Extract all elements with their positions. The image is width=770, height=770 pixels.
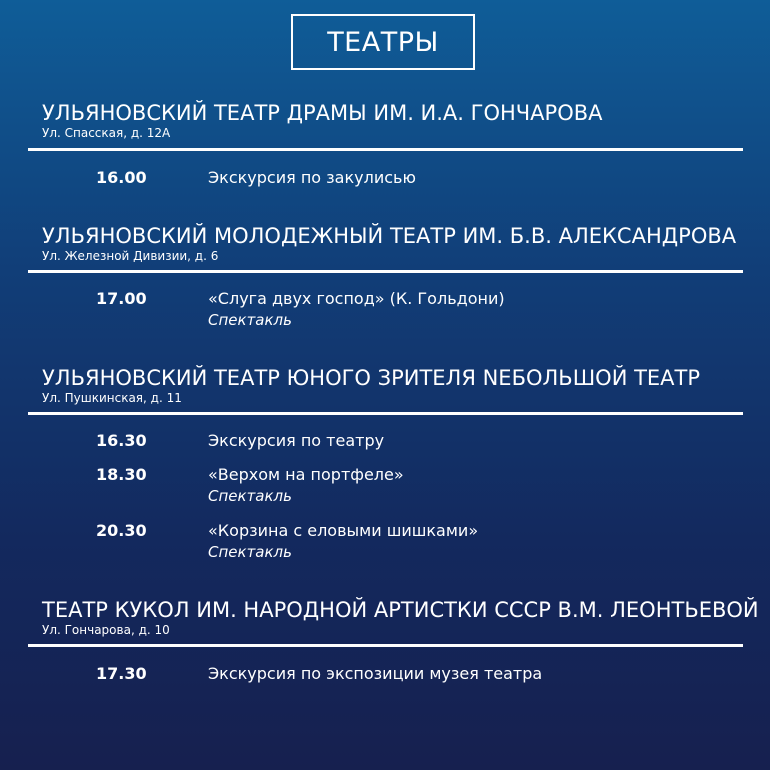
event-title: «Слуга двух господ» (К. Гольдони) xyxy=(208,289,505,308)
section-divider xyxy=(28,644,743,647)
theatre-address: Ул. Пушкинская, д. 11 xyxy=(42,391,182,405)
event-title: «Верхом на портфеле» xyxy=(208,465,404,484)
theatre-name: УЛЬЯНОВСКИЙ МОЛОДЕЖНЫЙ ТЕАТР ИМ. Б.В. АЛЕКСАНДРОВА xyxy=(42,224,737,248)
event-title: «Корзина с еловыми шишками» xyxy=(208,521,479,540)
event-time: 16.00 xyxy=(96,168,147,187)
event-time: 16.30 xyxy=(96,431,147,450)
event-type: Спектакль xyxy=(208,487,292,505)
section-divider xyxy=(28,270,743,273)
page-title: ТЕАТРЫ xyxy=(327,26,439,58)
section-divider xyxy=(28,148,743,151)
theatre-header xyxy=(42,100,742,141)
theatre-header xyxy=(42,365,742,406)
event-title: Экскурсия по экспозиции музея театра xyxy=(208,664,543,683)
theatre-address: Ул. Гончарова, д. 10 xyxy=(42,623,170,637)
section-divider xyxy=(28,412,743,415)
event-type: Спектакль xyxy=(208,543,292,561)
page-title-box xyxy=(291,14,475,70)
theatre-header xyxy=(42,223,742,264)
event-time: 20.30 xyxy=(96,521,147,540)
event-time: 17.30 xyxy=(96,664,147,683)
theatre-name: ТЕАТР КУКОЛ ИМ. НАРОДНОЙ АРТИСТКИ СССР В.М. ЛЕОНТЬЕВОЙ xyxy=(42,598,759,622)
event-time: 17.00 xyxy=(96,289,147,308)
theatre-name: УЛЬЯНОВСКИЙ ТЕАТР ДРАМЫ ИМ. И.А. ГОНЧАРОВА xyxy=(42,101,603,125)
theatre-name: УЛЬЯНОВСКИЙ ТЕАТР ЮНОГО ЗРИТЕЛЯ NЕБОЛЬШОЙ ТЕАТР xyxy=(42,366,701,390)
theatre-address: Ул. Спасская, д. 12А xyxy=(42,126,171,140)
event-title: Экскурсия по закулисью xyxy=(208,168,416,187)
event-title: Экскурсия по театру xyxy=(208,431,385,450)
theatre-address: Ул. Железной Дивизии, д. 6 xyxy=(42,249,219,263)
event-time: 18.30 xyxy=(96,465,147,484)
event-type: Спектакль xyxy=(208,311,292,329)
theatre-header xyxy=(42,597,759,638)
